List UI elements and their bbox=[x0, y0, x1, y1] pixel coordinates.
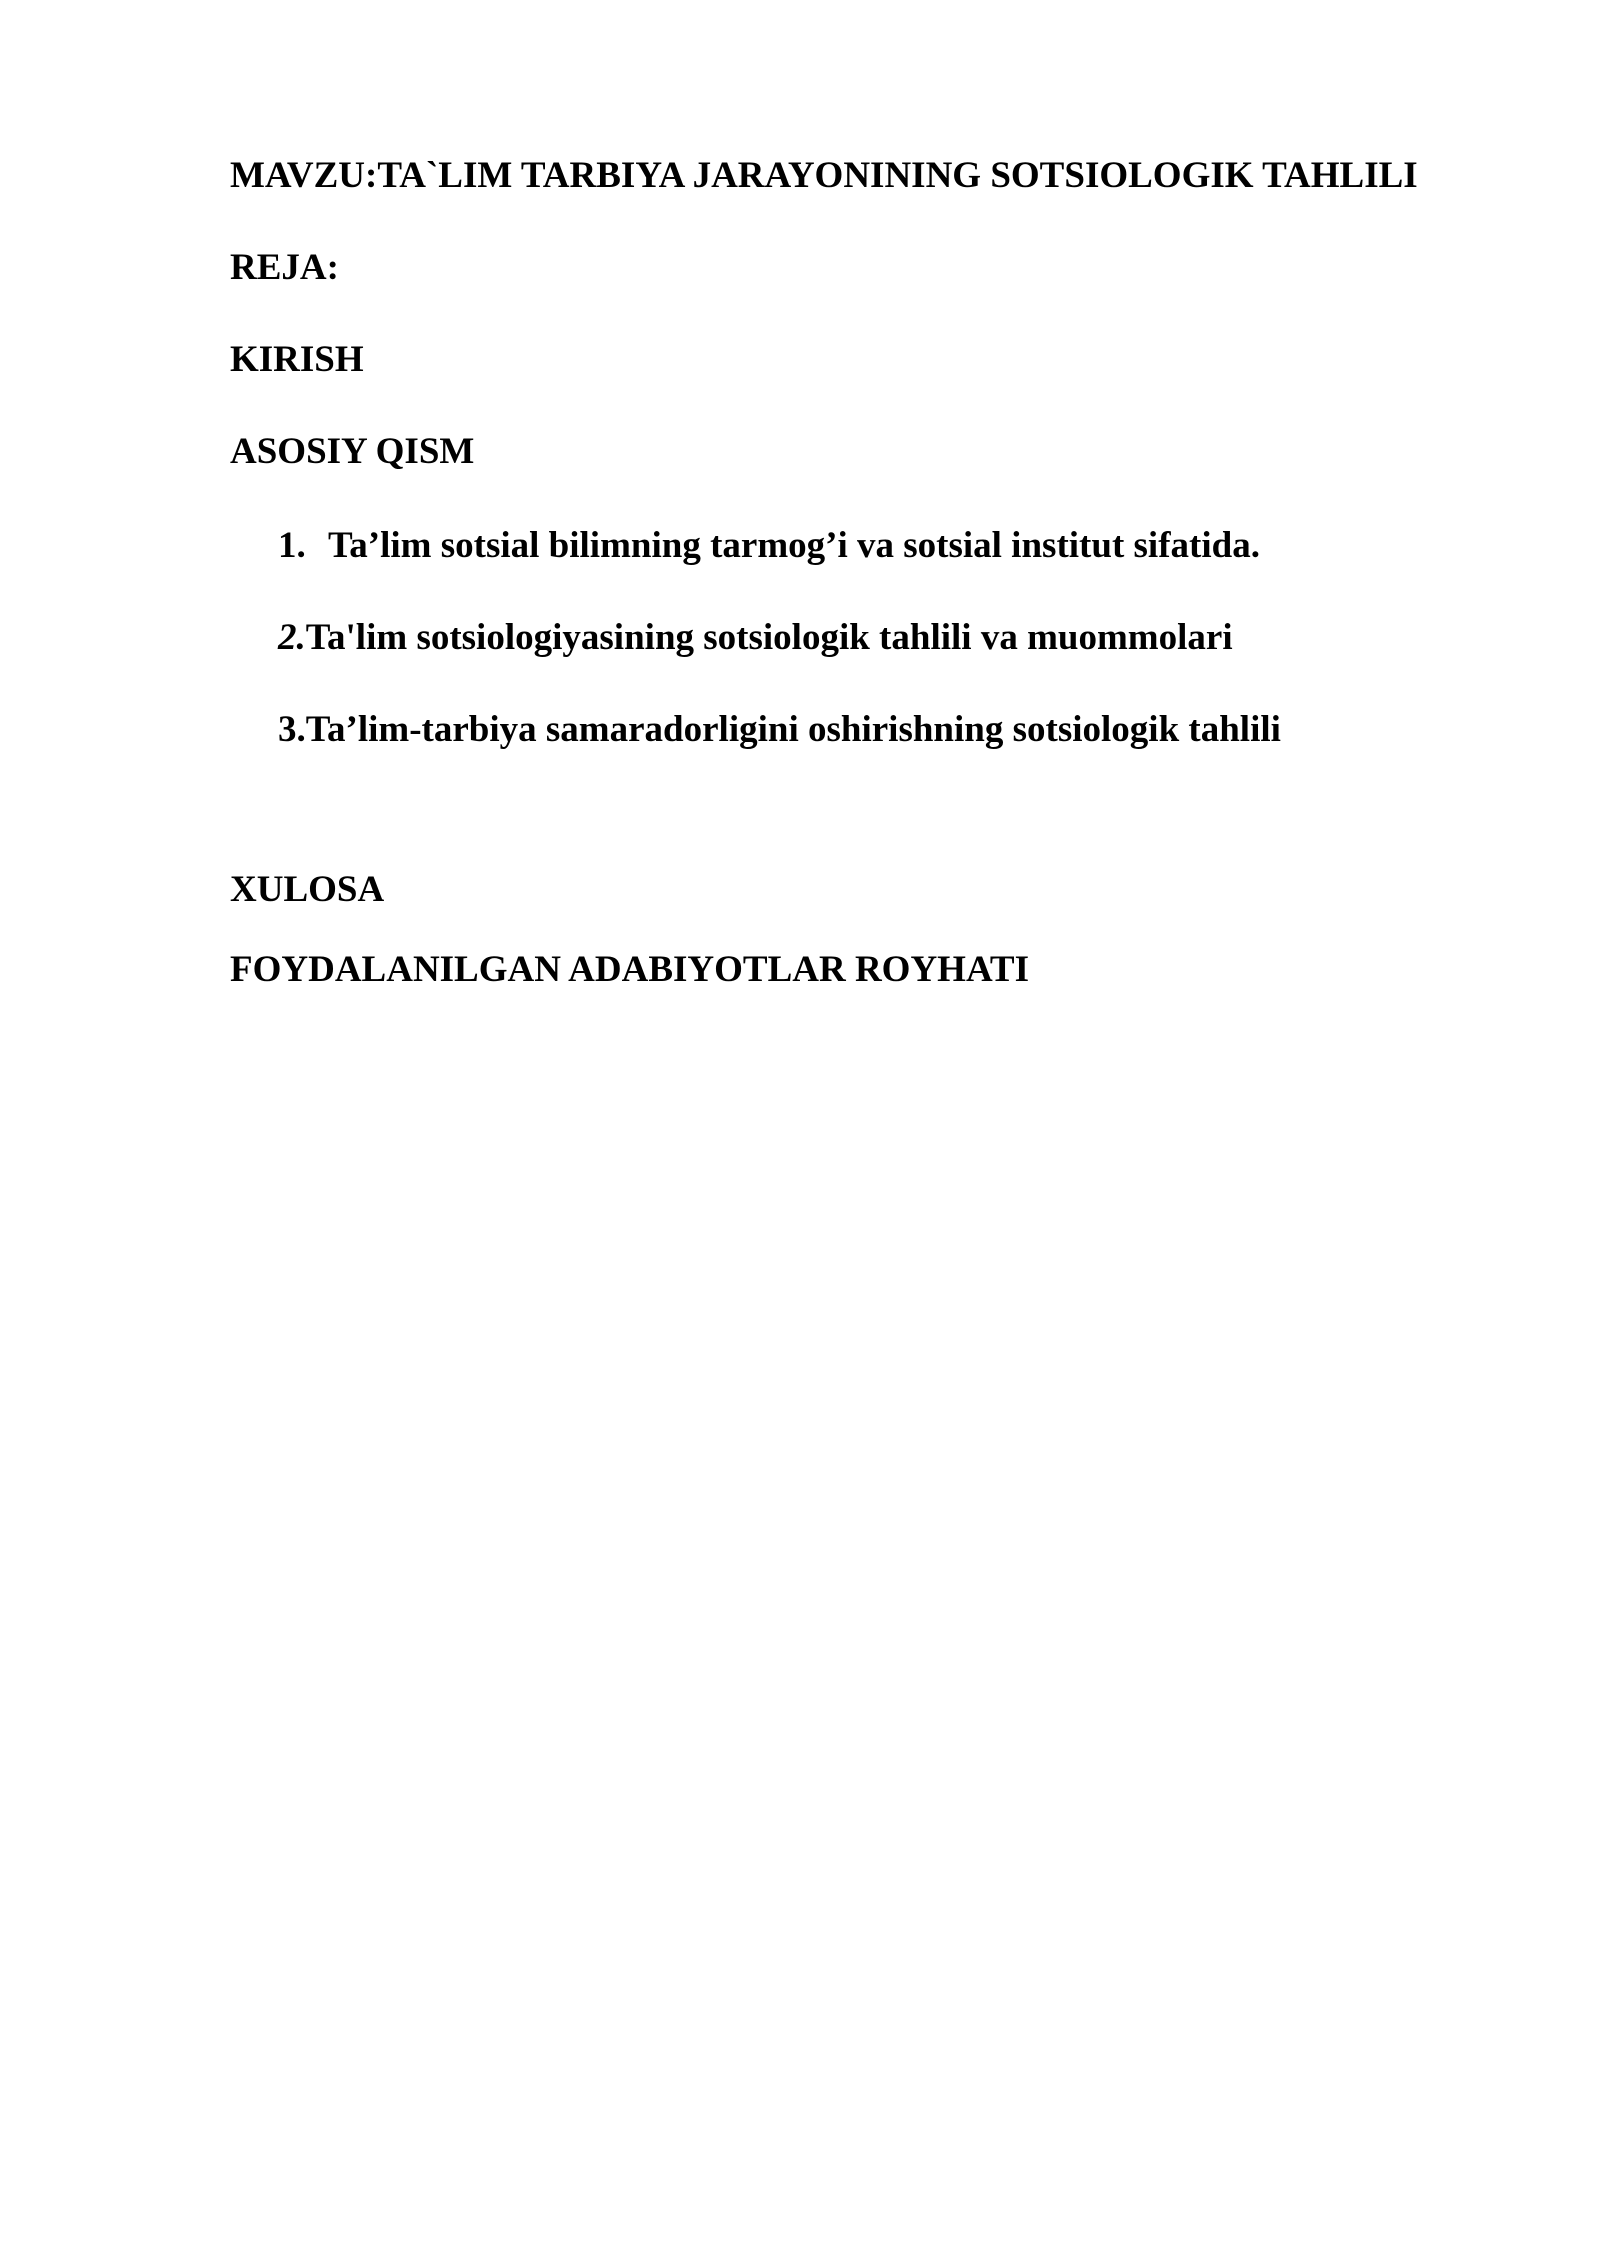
plan-item-1-number: 1. bbox=[278, 525, 306, 566]
plan-item-2 bbox=[278, 616, 1233, 660]
conclusion-heading: XULOSA bbox=[230, 869, 385, 910]
plan-item-3-text: Ta’lim-tarbiya samaradorligini oshirishning sotsiologik tahlili bbox=[305, 709, 1281, 750]
plan-item-1-text: Ta’lim sotsial bilimning tarmog’i va sotsial institut sifatida. bbox=[328, 525, 1260, 566]
plan-item-3-number: 3. bbox=[278, 709, 306, 750]
main-part-heading: ASOSIY QISM bbox=[230, 431, 475, 472]
references-heading: FOYDALANILGAN ADABIYOTLAR ROYHATI bbox=[230, 949, 1030, 990]
plan-item-2-text: Ta'lim sotsiologiyasining sotsiologik tahlili va muommolari bbox=[305, 617, 1233, 658]
document-title: MAVZU:TA`LIM TARBIYA JARAYONINING SOTSIOLOGIK TAHLILI bbox=[230, 155, 1418, 196]
plan-item-2-number: 2. bbox=[278, 617, 306, 658]
plan-item-1 bbox=[278, 524, 1260, 568]
plan-item-3 bbox=[278, 708, 1281, 752]
plan-heading: REJA: bbox=[230, 247, 339, 288]
intro-heading: KIRISH bbox=[230, 339, 364, 380]
